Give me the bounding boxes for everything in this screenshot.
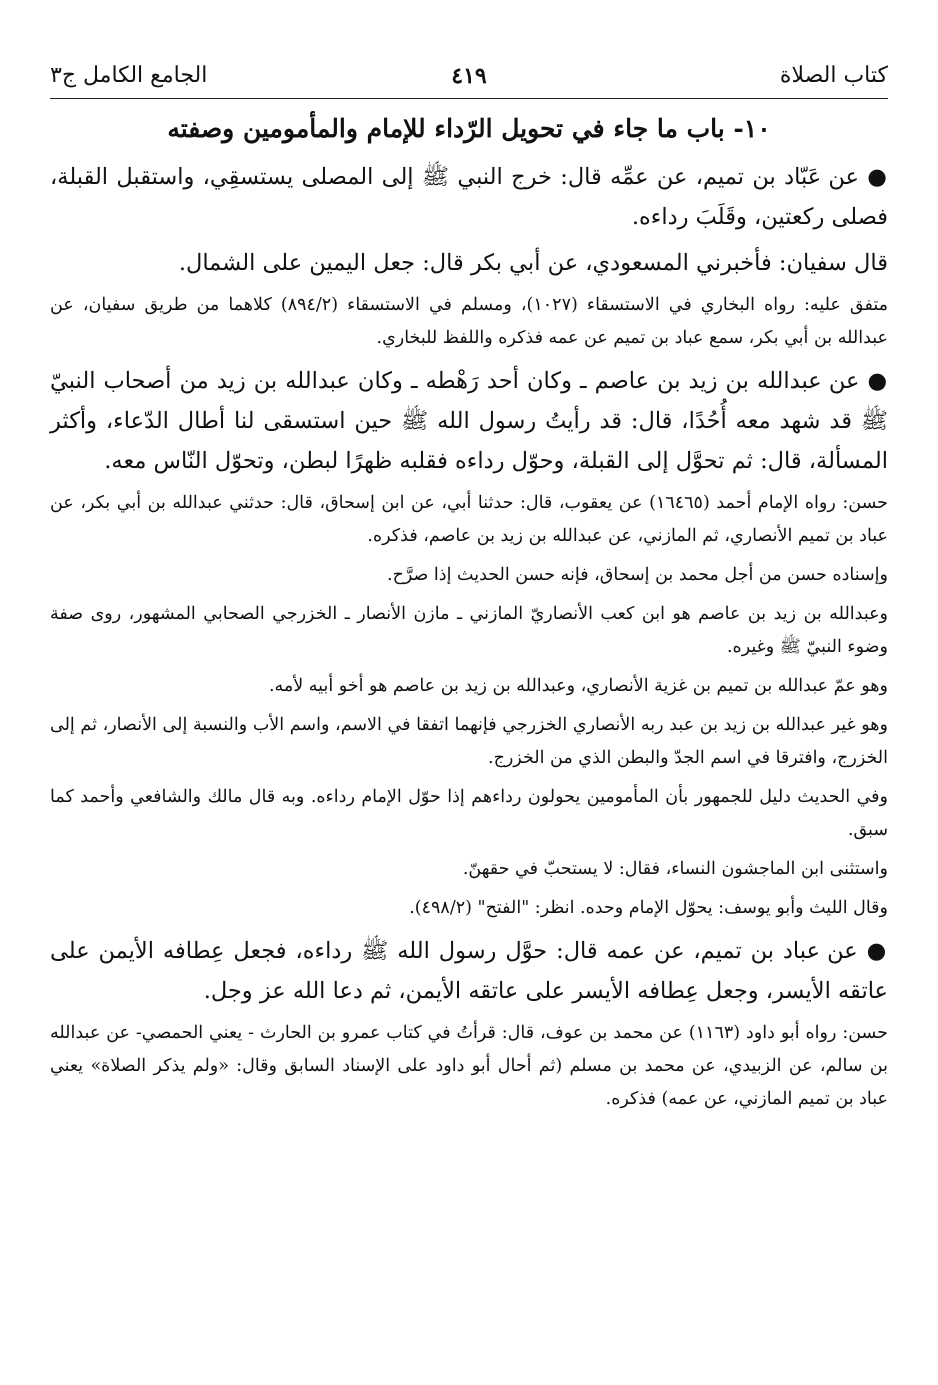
body-text [50,157,888,1116]
paragraph-text: واستثنى ابن الماجشون النساء، فقال: لا يستحبّ في حقهنّ. [462,859,888,879]
header-rule [50,98,888,99]
hadith-paragraph [50,157,888,237]
paragraph-text: وهو غير عبدالله بن زيد بن عبد ربه الأنصاري الخزرجي فإنهما اتفقا في الاسم، واسم الأب والنسبة إلى الأنصار، ثم إلى الخزرج، وافترقا في اسم الجدّ والبطن الذي من الخزرج. [50,715,888,768]
header-book-title: الجامع الكامل ج٣ [50,63,208,88]
paragraph-text: وفي الحديث دليل للجمهور بأن المأمومين يحولون رداءهم إذا حوّل الإمام رداءه. وبه قال مالك والشافعي وأحمد كما سبق. [50,787,888,840]
paragraph-text: وقال الليث وأبو يوسف: يحوّل الإمام وحده. انظر: "الفتح" (٤٩٨/٢). [409,898,888,918]
commentary-paragraph [50,670,888,703]
commentary-paragraph [50,892,888,925]
hadith-paragraph [50,243,888,283]
paragraph-text: حسن: رواه أبو داود (١١٦٣) عن محمد بن عوف، قال: قرأتُ في كتاب عمرو بن الحارث - يعني الحمصي- عن عبدالله بن سالم، عن الزبيدي، عن محمد بن مسلم (ثم أحال أبو داود على الإسناد السابق وقال: «ولم يذكر الصلاة» يعني عباد بن تميم المازني، عن عمه) فذكره. [50,1023,888,1109]
chapter-title: ١٠- باب ما جاء في تحويل الرّداء للإمام والمأمومين وصفته [167,114,771,143]
running-header [50,60,888,96]
book-page [50,60,888,1335]
commentary-paragraph [50,1017,888,1116]
paragraph-text: وهو عمّ عبدالله بن تميم بن غزية الأنصاري، وعبدالله بن زيد بن عاصم هو أخو أبيه لأمه. [268,676,888,696]
paragraph-text: وعبدالله بن زيد بن عاصم هو ابن كعب الأنصاريّ المازني ـ مازن الأنصار ـ الخزرجي الصحابي المشهور، روى صفة وضوء النبيّ ﷺ وغيره. [50,604,888,657]
commentary-paragraph [50,598,888,664]
commentary-paragraph [50,853,888,886]
paragraph-text: عن عباد بن تميم، عن عمه قال: حوَّل رسول الله ﷺ رداءه، فجعل عِطافه الأيمن على عاتقه الأيسر، وجعل عِطافه الأيسر على عاتقه الأيمن، ثم دعا الله عز وجل. [50,938,888,1004]
paragraph-text: حسن: رواه الإمام أحمد (١٦٤٦٥) عن يعقوب، قال: حدثنا أبي، عن ابن إسحاق، قال: حدثني عبدالله بن أبي بكر، عن عباد بن تميم الأنصاري، ثم المازني، عن عبدالله بن زيد بن عاصم، فذكره. [50,493,889,546]
paragraph-text: متفق عليه: رواه البخاري في الاستسقاء (١٠٢٧)، ومسلم في الاستسقاء (٨٩٤/٢) كلاهما من طريق سفيان، عن عبدالله بن أبي بكر، سمع عباد بن تميم عن عمه فذكره واللفظ للبخاري. [50,295,888,348]
hadith-paragraph [50,361,888,481]
header-book-section: كتاب الصلاة [779,63,888,88]
commentary-paragraph [50,709,888,775]
commentary-paragraph [50,559,888,592]
hadith-paragraph [50,931,888,1011]
hadith-bullet: ● [866,938,888,964]
page-number: ٤١٩ [451,63,487,89]
paragraph-text: عن عبدالله بن زيد بن عاصم ـ وكان أحد رَهْطه ـ وكان عبدالله بن زيد من أصحاب النبيّ ﷺ قد شهد معه أُحُدًا، قال: قد رأيتُ رسول الله ﷺ حين استسقى لنا أطال الدّعاء، وأكثر المسألة، قال: ثم تحوَّل إلى القبلة، وحوّل رداءه فقلبه ظهرًا لبطن، وتحوّل النّاس معه. [50,368,888,474]
paragraph-text: وإسناده حسن من أجل محمد بن إسحاق، فإنه حسن الحديث إذا صرَّح. [387,565,888,585]
commentary-paragraph [50,289,888,355]
hadith-bullet: ● [867,164,888,190]
commentary-paragraph [50,781,888,847]
paragraph-text: قال سفيان: فأخبرني المسعودي، عن أبي بكر قال: جعل اليمين على الشمال. [178,250,888,276]
paragraph-text: عن عَبّاد بن تميم، عن عمِّه قال: خرج النبي ﷺ إلى المصلى يستسقِي، واستقبل القبلة، فصلى ركعتين، وقَلَبَ رداءه. [50,164,888,230]
commentary-paragraph [50,487,888,553]
hadith-bullet: ● [867,368,889,394]
